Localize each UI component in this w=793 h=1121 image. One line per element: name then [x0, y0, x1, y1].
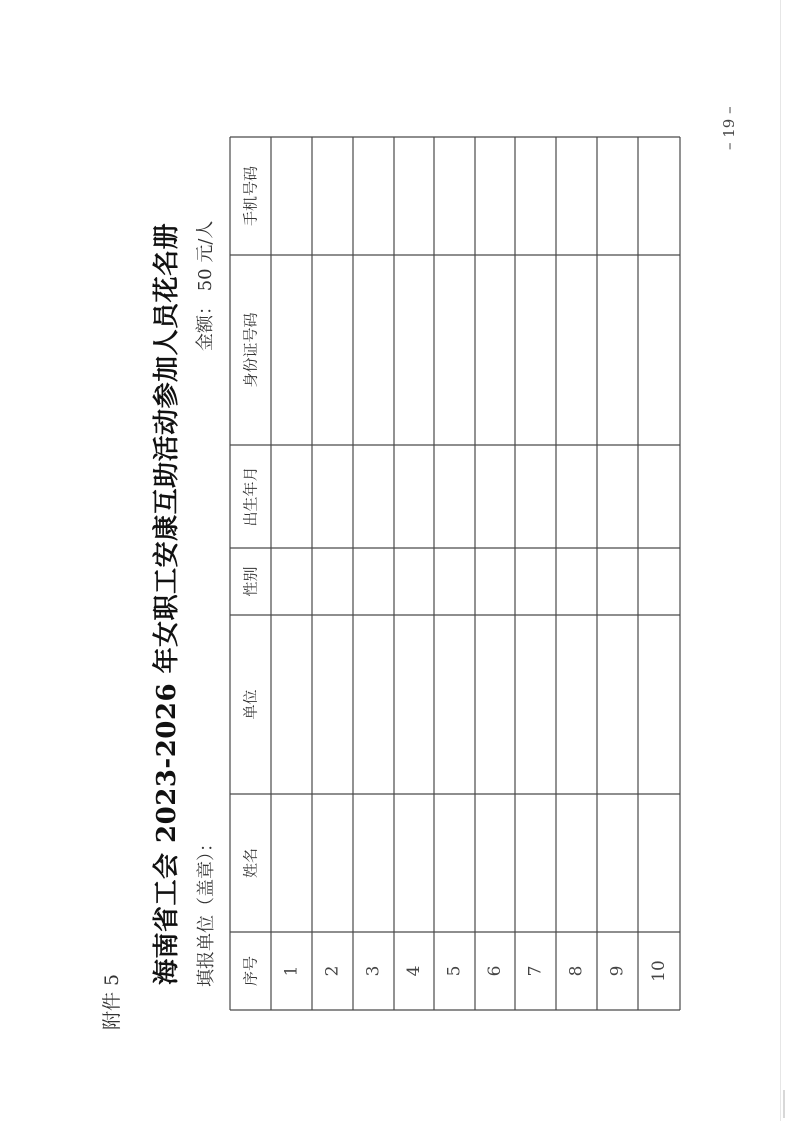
table-row-5-cell-0: 5: [444, 965, 465, 977]
table-header-2: 单位: [241, 689, 260, 720]
table-row-4-cell-0: 4: [404, 965, 424, 977]
table-row-9-cell-0: 9: [607, 965, 628, 977]
table-row-2-cell-0: 2: [322, 965, 343, 977]
amount-label: 金额： 50 元/人: [195, 220, 216, 351]
table-row-8-cell-0: 8: [566, 965, 587, 977]
table-row-7-cell-0: 7: [525, 965, 546, 977]
table-header-1: 姓名: [241, 847, 260, 879]
page-number: – 19 –: [720, 106, 738, 150]
table-header-6: 手机号码: [241, 165, 260, 227]
page-title: 海南省工会 2023-2026 年女职工安康互助活动参加人员花名册: [152, 222, 182, 985]
attachment-label: 附件 5: [101, 973, 123, 1030]
table-header-4: 出生年月: [241, 466, 260, 527]
filler-unit-label: 填报单位（盖章）：: [196, 834, 217, 987]
table-header-3: 性别: [241, 566, 260, 597]
table-header-5: 身份证号码: [241, 312, 260, 388]
table-header-0: 序号: [241, 955, 260, 987]
table-row-1-cell-0: 1: [281, 965, 302, 977]
table-row-10-cell-0: 10: [649, 960, 669, 982]
table-row-6-cell-0: 6: [485, 965, 505, 977]
table-row-3-cell-0: 3: [363, 965, 384, 977]
